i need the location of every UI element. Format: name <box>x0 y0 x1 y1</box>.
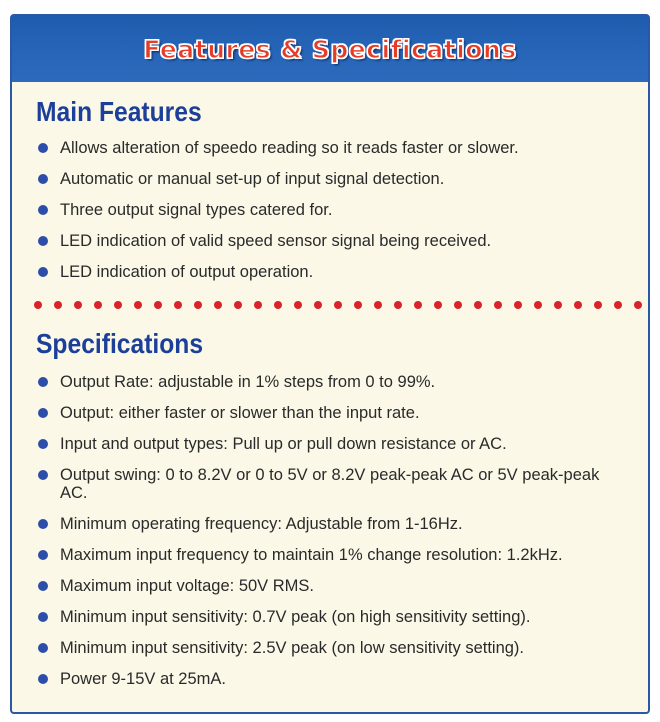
bullet-icon <box>38 408 48 418</box>
divider-dot <box>554 301 562 309</box>
bullet-icon <box>38 674 48 684</box>
divider-dot <box>414 301 422 309</box>
list-item <box>36 670 628 688</box>
list-item <box>36 546 628 564</box>
divider-dot <box>294 301 302 309</box>
list-item-text: LED indication of valid speed sensor signal being received. <box>60 232 492 250</box>
divider-dot <box>354 301 362 309</box>
list-item <box>36 466 628 502</box>
specifications-list <box>36 373 628 701</box>
list-item <box>36 232 628 250</box>
list-item <box>36 435 628 453</box>
features-specifications-panel <box>10 14 650 714</box>
list-item <box>36 639 628 657</box>
list-item <box>36 201 628 219</box>
list-item <box>36 139 628 157</box>
bullet-icon <box>38 581 48 591</box>
bullet-icon <box>38 377 48 387</box>
specifications-heading: Specifications <box>36 328 204 359</box>
divider-dot <box>94 301 102 309</box>
list-item-text: Allows alteration of speedo reading so it reads faster or slower. <box>60 139 519 157</box>
divider-dot <box>434 301 442 309</box>
divider-dot <box>34 301 42 309</box>
list-item-text: Maximum input frequency to maintain 1% change resolution: 1.2kHz. <box>60 546 563 564</box>
bullet-icon <box>38 612 48 622</box>
list-item <box>36 404 628 422</box>
divider-dot <box>254 301 262 309</box>
list-item <box>36 373 628 391</box>
divider-dot <box>314 301 322 309</box>
list-item <box>36 577 628 595</box>
list-item <box>36 608 628 626</box>
list-item-text: Input and output types: Pull up or pull down resistance or AC. <box>60 435 507 453</box>
divider-dot <box>474 301 482 309</box>
divider-dot <box>174 301 182 309</box>
divider-dot <box>114 301 122 309</box>
divider-dot <box>234 301 242 309</box>
divider-dot <box>74 301 82 309</box>
divider-dot <box>494 301 502 309</box>
divider-dot <box>574 301 582 309</box>
divider-dot <box>134 301 142 309</box>
bullet-icon <box>38 143 48 153</box>
dotted-divider <box>34 300 642 310</box>
list-item-text: Minimum operating frequency: Adjustable from 1-16Hz. <box>60 515 463 533</box>
divider-dot <box>514 301 522 309</box>
bullet-icon <box>38 267 48 277</box>
divider-dot <box>394 301 402 309</box>
divider-dot <box>214 301 222 309</box>
divider-dot <box>374 301 382 309</box>
list-item-text: LED indication of output operation. <box>60 263 314 281</box>
page-title: Features & Specifications <box>143 34 517 64</box>
divider-dot <box>154 301 162 309</box>
list-item <box>36 263 628 281</box>
list-item-text: Three output signal types catered for. <box>60 201 333 219</box>
main-features-list <box>36 139 628 294</box>
bullet-icon <box>38 470 48 480</box>
divider-dot <box>194 301 202 309</box>
list-item-text: Automatic or manual set-up of input signal detection. <box>60 170 445 188</box>
divider-dot <box>534 301 542 309</box>
list-item <box>36 170 628 188</box>
list-item-text: Minimum input sensitivity: 0.7V peak (on high sensitivity setting). <box>60 608 531 626</box>
bullet-icon <box>38 236 48 246</box>
list-item-text: Minimum input sensitivity: 2.5V peak (on low sensitivity setting). <box>60 639 525 657</box>
divider-dot <box>334 301 342 309</box>
divider-dot <box>634 301 642 309</box>
list-item-text: Output swing: 0 to 8.2V or 0 to 5V or 8.2V peak-peak AC or 5V peak-peak AC. <box>60 466 600 502</box>
divider-dot <box>274 301 282 309</box>
list-item-text: Output: either faster or slower than the input rate. <box>60 404 420 422</box>
bullet-icon <box>38 439 48 449</box>
divider-dot <box>54 301 62 309</box>
panel-header <box>12 16 648 82</box>
list-item-text: Maximum input voltage: 50V RMS. <box>60 577 315 595</box>
bullet-icon <box>38 550 48 560</box>
divider-dot <box>454 301 462 309</box>
divider-dot <box>594 301 602 309</box>
list-item <box>36 515 628 533</box>
bullet-icon <box>38 174 48 184</box>
list-item-text: Output Rate: adjustable in 1% steps from 0 to 99%. <box>60 373 436 391</box>
bullet-icon <box>38 519 48 529</box>
list-item-text: Power 9-15V at 25mA. <box>60 670 226 688</box>
bullet-icon <box>38 205 48 215</box>
main-features-heading: Main Features <box>36 96 202 127</box>
bullet-icon <box>38 643 48 653</box>
divider-dot <box>614 301 622 309</box>
